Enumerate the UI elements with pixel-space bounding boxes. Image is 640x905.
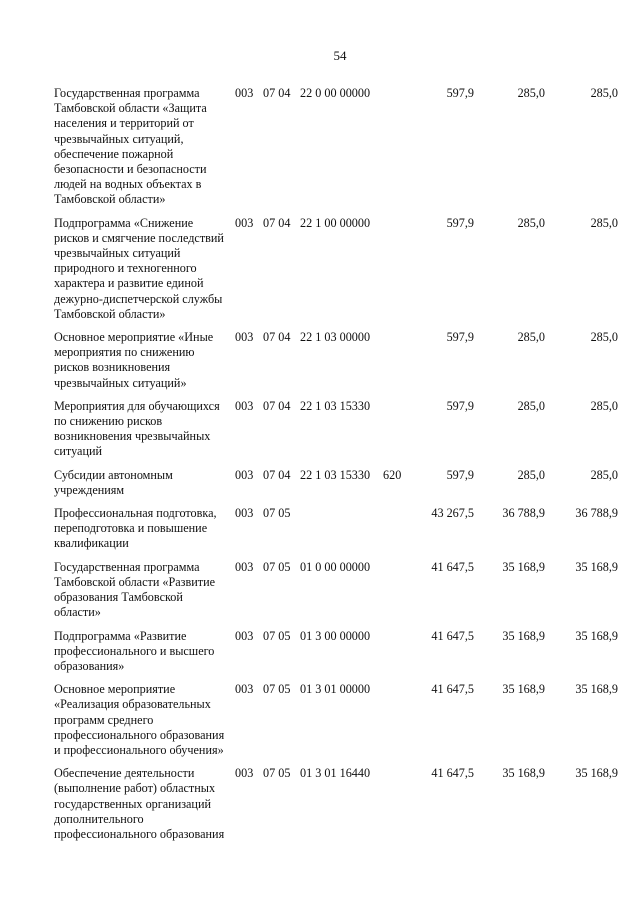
- table-row: [54, 766, 618, 850]
- table-row: [54, 629, 618, 683]
- row-name: Субсидии автономным учреждениям: [54, 467, 173, 497]
- table-row: [54, 560, 618, 629]
- ministry-code: 003: [235, 682, 254, 697]
- expense-type-code: [381, 560, 411, 629]
- table-row: [54, 399, 618, 468]
- amount-year-1: 597,9: [446, 86, 474, 100]
- table-row: [54, 682, 618, 766]
- section-code: 07 04: [263, 467, 291, 482]
- amount-year-3: 285,0: [590, 467, 618, 482]
- row-name: Основное мероприятие «Реализация образовательных программ среднего профессионального образования и профессионального обучения»: [54, 682, 225, 757]
- amount-year-2: 285,0: [517, 467, 545, 482]
- target-article-code: 01 3 01 16440: [300, 766, 371, 781]
- expense-type-code: [381, 330, 411, 399]
- ministry-code: 003: [235, 86, 254, 100]
- page-number: 54: [333, 48, 347, 63]
- amount-year-1: 41 647,5: [431, 682, 474, 697]
- target-article-code: 22 1 03 00000: [300, 330, 371, 345]
- table-body: [54, 86, 618, 850]
- table-row: [54, 506, 618, 560]
- expense-type-code: [381, 629, 411, 683]
- amount-year-3: 35 168,9: [575, 559, 618, 574]
- table-row: [54, 468, 618, 506]
- expense-type-code: [381, 766, 411, 850]
- section-code: 07 05: [263, 559, 291, 574]
- target-article-code: [297, 506, 381, 560]
- amount-year-1: 41 647,5: [431, 559, 474, 574]
- amount-year-2: 35 168,9: [502, 628, 545, 643]
- section-code: 07 05: [263, 682, 291, 697]
- target-article-code: 01 3 00 00000: [300, 628, 371, 643]
- amount-year-2: 285,0: [517, 330, 545, 345]
- amount-year-1: 43 267,5: [431, 506, 474, 521]
- amount-year-3: 35 168,9: [575, 628, 618, 643]
- row-name: Государственная программа Тамбовской области «Защита населения и территорий от чрезвычайных ситуаций, обеспечение пожарной безопасности и безопасности людей на водных объектах в Тамбовской области»: [54, 86, 207, 207]
- expense-type-code: [381, 399, 411, 468]
- amount-year-3: 285,0: [590, 330, 618, 345]
- row-name: Профессиональная подготовка, переподготовка и повышение квалификации: [54, 506, 217, 551]
- expense-type-code: [381, 506, 411, 560]
- target-article-code: 22 1 03 15330: [300, 467, 371, 482]
- target-article-code: 22 0 00 00000: [300, 86, 371, 100]
- target-article-code: 01 0 00 00000: [300, 559, 371, 574]
- section-code: 07 05: [263, 766, 291, 781]
- target-article-code: 01 3 01 00000: [300, 682, 371, 697]
- section-code: 07 04: [263, 215, 291, 230]
- section-code: 07 05: [263, 628, 291, 643]
- amount-year-1: 41 647,5: [431, 628, 474, 643]
- section-code: 07 04: [263, 86, 291, 100]
- ministry-code: 003: [235, 506, 254, 521]
- expense-type-code: [381, 682, 411, 766]
- section-code: 07 04: [263, 398, 291, 413]
- row-name: Мероприятия для обучающихся по снижению рисков возникновения чрезвычайных ситуаций: [54, 398, 220, 459]
- amount-year-2: 35 168,9: [502, 559, 545, 574]
- expense-type-code: [381, 216, 411, 330]
- ministry-code: 003: [235, 559, 254, 574]
- section-code: 07 05: [263, 506, 291, 521]
- row-name: Государственная программа Тамбовской области «Развитие образования Тамбовской области»: [54, 559, 216, 620]
- table-row: [54, 216, 618, 330]
- row-name: Основное мероприятие «Иные мероприятия по снижению рисков возникновения чрезвычайных ситуаций»: [54, 330, 214, 390]
- table-row: [54, 86, 618, 216]
- amount-year-2: 285,0: [517, 86, 545, 100]
- ministry-code: 003: [235, 398, 254, 413]
- amount-year-1: 597,9: [446, 398, 474, 413]
- row-name: Подпрограмма «Снижение рисков и смягчение последствий чрезвычайных ситуаций природного и техногенного характера и развитие единой дежурно-диспетчерской службы Тамбовской области»: [54, 215, 224, 321]
- target-article-code: 22 1 03 15330: [300, 398, 371, 413]
- amount-year-2: 285,0: [517, 215, 545, 230]
- amount-year-3: 35 168,9: [575, 682, 618, 697]
- ministry-code: 003: [235, 766, 254, 781]
- ministry-code: 003: [235, 467, 254, 482]
- amount-year-1: 597,9: [446, 215, 474, 230]
- expense-type-code: [381, 86, 411, 216]
- amount-year-2: 35 168,9: [502, 682, 545, 697]
- amount-year-3: 285,0: [590, 398, 618, 413]
- row-name: Обеспечение деятельности (выполнение работ) областных государственных организаций дополнительного профессионального образования: [54, 766, 225, 841]
- row-name: Подпрограмма «Развитие профессионального и высшего образования»: [54, 628, 215, 673]
- ministry-code: 003: [235, 330, 254, 345]
- amount-year-1: 597,9: [446, 467, 474, 482]
- section-code: 07 04: [263, 330, 291, 345]
- amount-year-2: 35 168,9: [502, 766, 545, 781]
- expense-type-code: 620: [383, 467, 402, 482]
- amount-year-1: 597,9: [446, 330, 474, 345]
- amount-year-3: 35 168,9: [575, 766, 618, 781]
- amount-year-1: 41 647,5: [431, 766, 474, 781]
- budget-table: [54, 86, 618, 850]
- amount-year-3: 285,0: [590, 86, 618, 100]
- amount-year-2: 36 788,9: [502, 506, 545, 521]
- table-row: [54, 330, 618, 399]
- amount-year-3: 285,0: [590, 215, 618, 230]
- amount-year-2: 285,0: [517, 398, 545, 413]
- amount-year-3: 36 788,9: [575, 506, 618, 521]
- ministry-code: 003: [235, 215, 254, 230]
- ministry-code: 003: [235, 628, 254, 643]
- target-article-code: 22 1 00 00000: [300, 215, 371, 230]
